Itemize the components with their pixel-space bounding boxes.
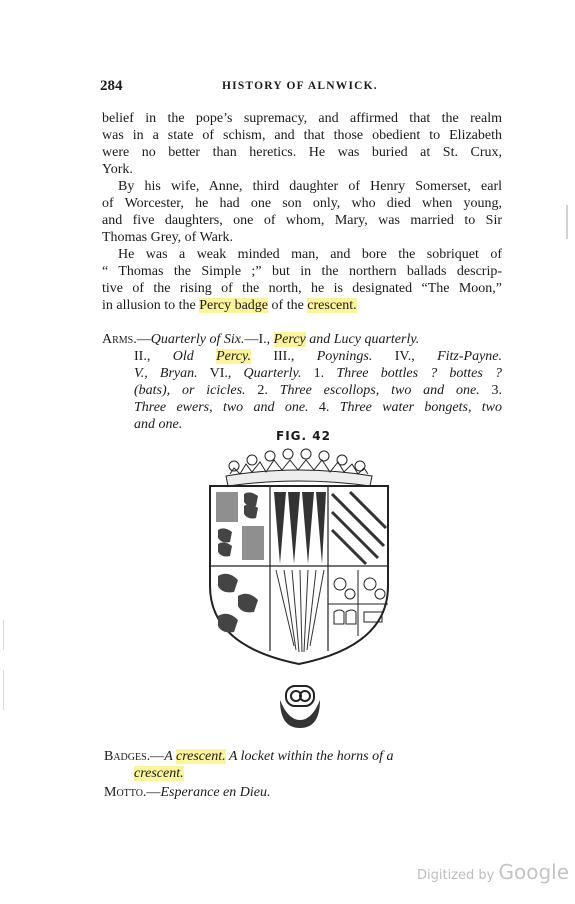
badges-line: [104, 748, 394, 766]
left-edge-mark: [3, 670, 4, 710]
text-line: York.: [102, 162, 133, 177]
highlight-crescent: crescent.: [134, 766, 184, 781]
text-fragment: in allusion to the: [102, 298, 200, 313]
text-fragment: IV.,: [372, 349, 438, 364]
text-fragment: of the: [268, 298, 308, 313]
text-fragment: II.,: [134, 349, 173, 364]
page-number: 284: [100, 78, 123, 94]
figure-label: FIG. 42: [276, 429, 331, 443]
text-fragment: 4.: [308, 400, 340, 415]
text-fragment: Three water bongets, two: [339, 400, 503, 415]
left-edge-mark: [3, 620, 4, 650]
text-fragment: A: [164, 749, 176, 764]
text-fragment: Poynings.: [316, 349, 373, 364]
text-fragment: A locket within the horns of a: [225, 749, 394, 764]
text-fragment: and one.: [134, 417, 183, 432]
text-fragment: Quarterly.: [243, 366, 302, 381]
motto-label: Motto.—: [104, 785, 161, 800]
motto-line: [104, 784, 270, 802]
google-logo: Google: [498, 860, 570, 884]
text-fragment: 1.: [301, 366, 337, 381]
digitized-label: Digitized by: [417, 868, 495, 883]
text-fragment: —I.,: [244, 332, 274, 347]
text-fragment: V., Bryan.: [134, 366, 198, 381]
text-fragment: 2.: [245, 383, 280, 398]
text-line: and five daughters, one of whom, Mary, was married to Sir: [102, 213, 502, 228]
text-line: By his wife, Anne, third daughter of Henry Somerset, earl: [118, 179, 502, 194]
running-head: HISTORY OF ALNWICK.: [222, 80, 378, 92]
arms-line: [134, 416, 182, 434]
text-line: He was a weak minded man, and bore the sobriquet of: [118, 247, 502, 262]
highlight-percy-badge: Percy badge: [199, 298, 269, 313]
text-line: were no better than heretics. He was buried at St. Crux,: [102, 145, 502, 160]
arms-line: [134, 365, 502, 383]
arms-line: [134, 399, 502, 417]
arms-line: [134, 382, 502, 400]
text-fragment: VI.,: [197, 366, 244, 381]
text-fragment: III.,: [250, 349, 317, 364]
text-line: belief in the pope’s supremacy, and affirmed that the realm: [102, 111, 502, 126]
text-line: Thomas Grey, of Wark.: [102, 230, 234, 245]
text-fragment: Old: [172, 349, 217, 364]
text-fragment: 3.: [479, 383, 503, 398]
highlight-percy: Percy: [273, 332, 306, 347]
coat-of-arms-illustration: [204, 446, 394, 668]
text-line: was in a state of schism, and that those obedient to Elizabeth: [102, 128, 502, 143]
highlight-crescent: crescent.: [176, 749, 226, 764]
text-fragment: (bats), or icicles.: [134, 383, 246, 398]
text-fragment: and Lucy quarterly.: [305, 332, 420, 347]
text-fragment: Three ewers, two and one.: [134, 400, 309, 415]
text-fragment: Three bottles ? bottes ?: [336, 366, 503, 381]
badges-line: [134, 765, 184, 783]
text-line: [102, 297, 357, 315]
crown-icon: [226, 449, 372, 486]
text-fragment: Three escollops, two and one.: [279, 383, 480, 398]
crescent-badge-icon: [274, 680, 326, 732]
motto-text: Esperance en Dieu.: [160, 785, 271, 800]
text-fragment: Fitz-Payne.: [437, 349, 503, 364]
highlight-crescent: crescent.: [307, 298, 357, 313]
badges-label: Badges.—: [104, 749, 165, 764]
arms-label: Arms.—: [102, 332, 151, 347]
text-line: tive of the rising of the north, he is designated “The Moon,”: [102, 281, 502, 296]
arms-line: [102, 331, 419, 349]
highlight-percy: Percy.: [216, 349, 251, 364]
text-line: “ Thomas the Simple ;” but in the northern ballads descrip-: [102, 264, 502, 279]
margin-mark: [566, 205, 568, 239]
text-line: of Worcester, he had one son only, who died when young,: [102, 196, 502, 211]
arms-line: [134, 348, 502, 366]
digitized-footer: [417, 860, 569, 884]
text-fragment: Quarterly of Six.: [150, 332, 245, 347]
